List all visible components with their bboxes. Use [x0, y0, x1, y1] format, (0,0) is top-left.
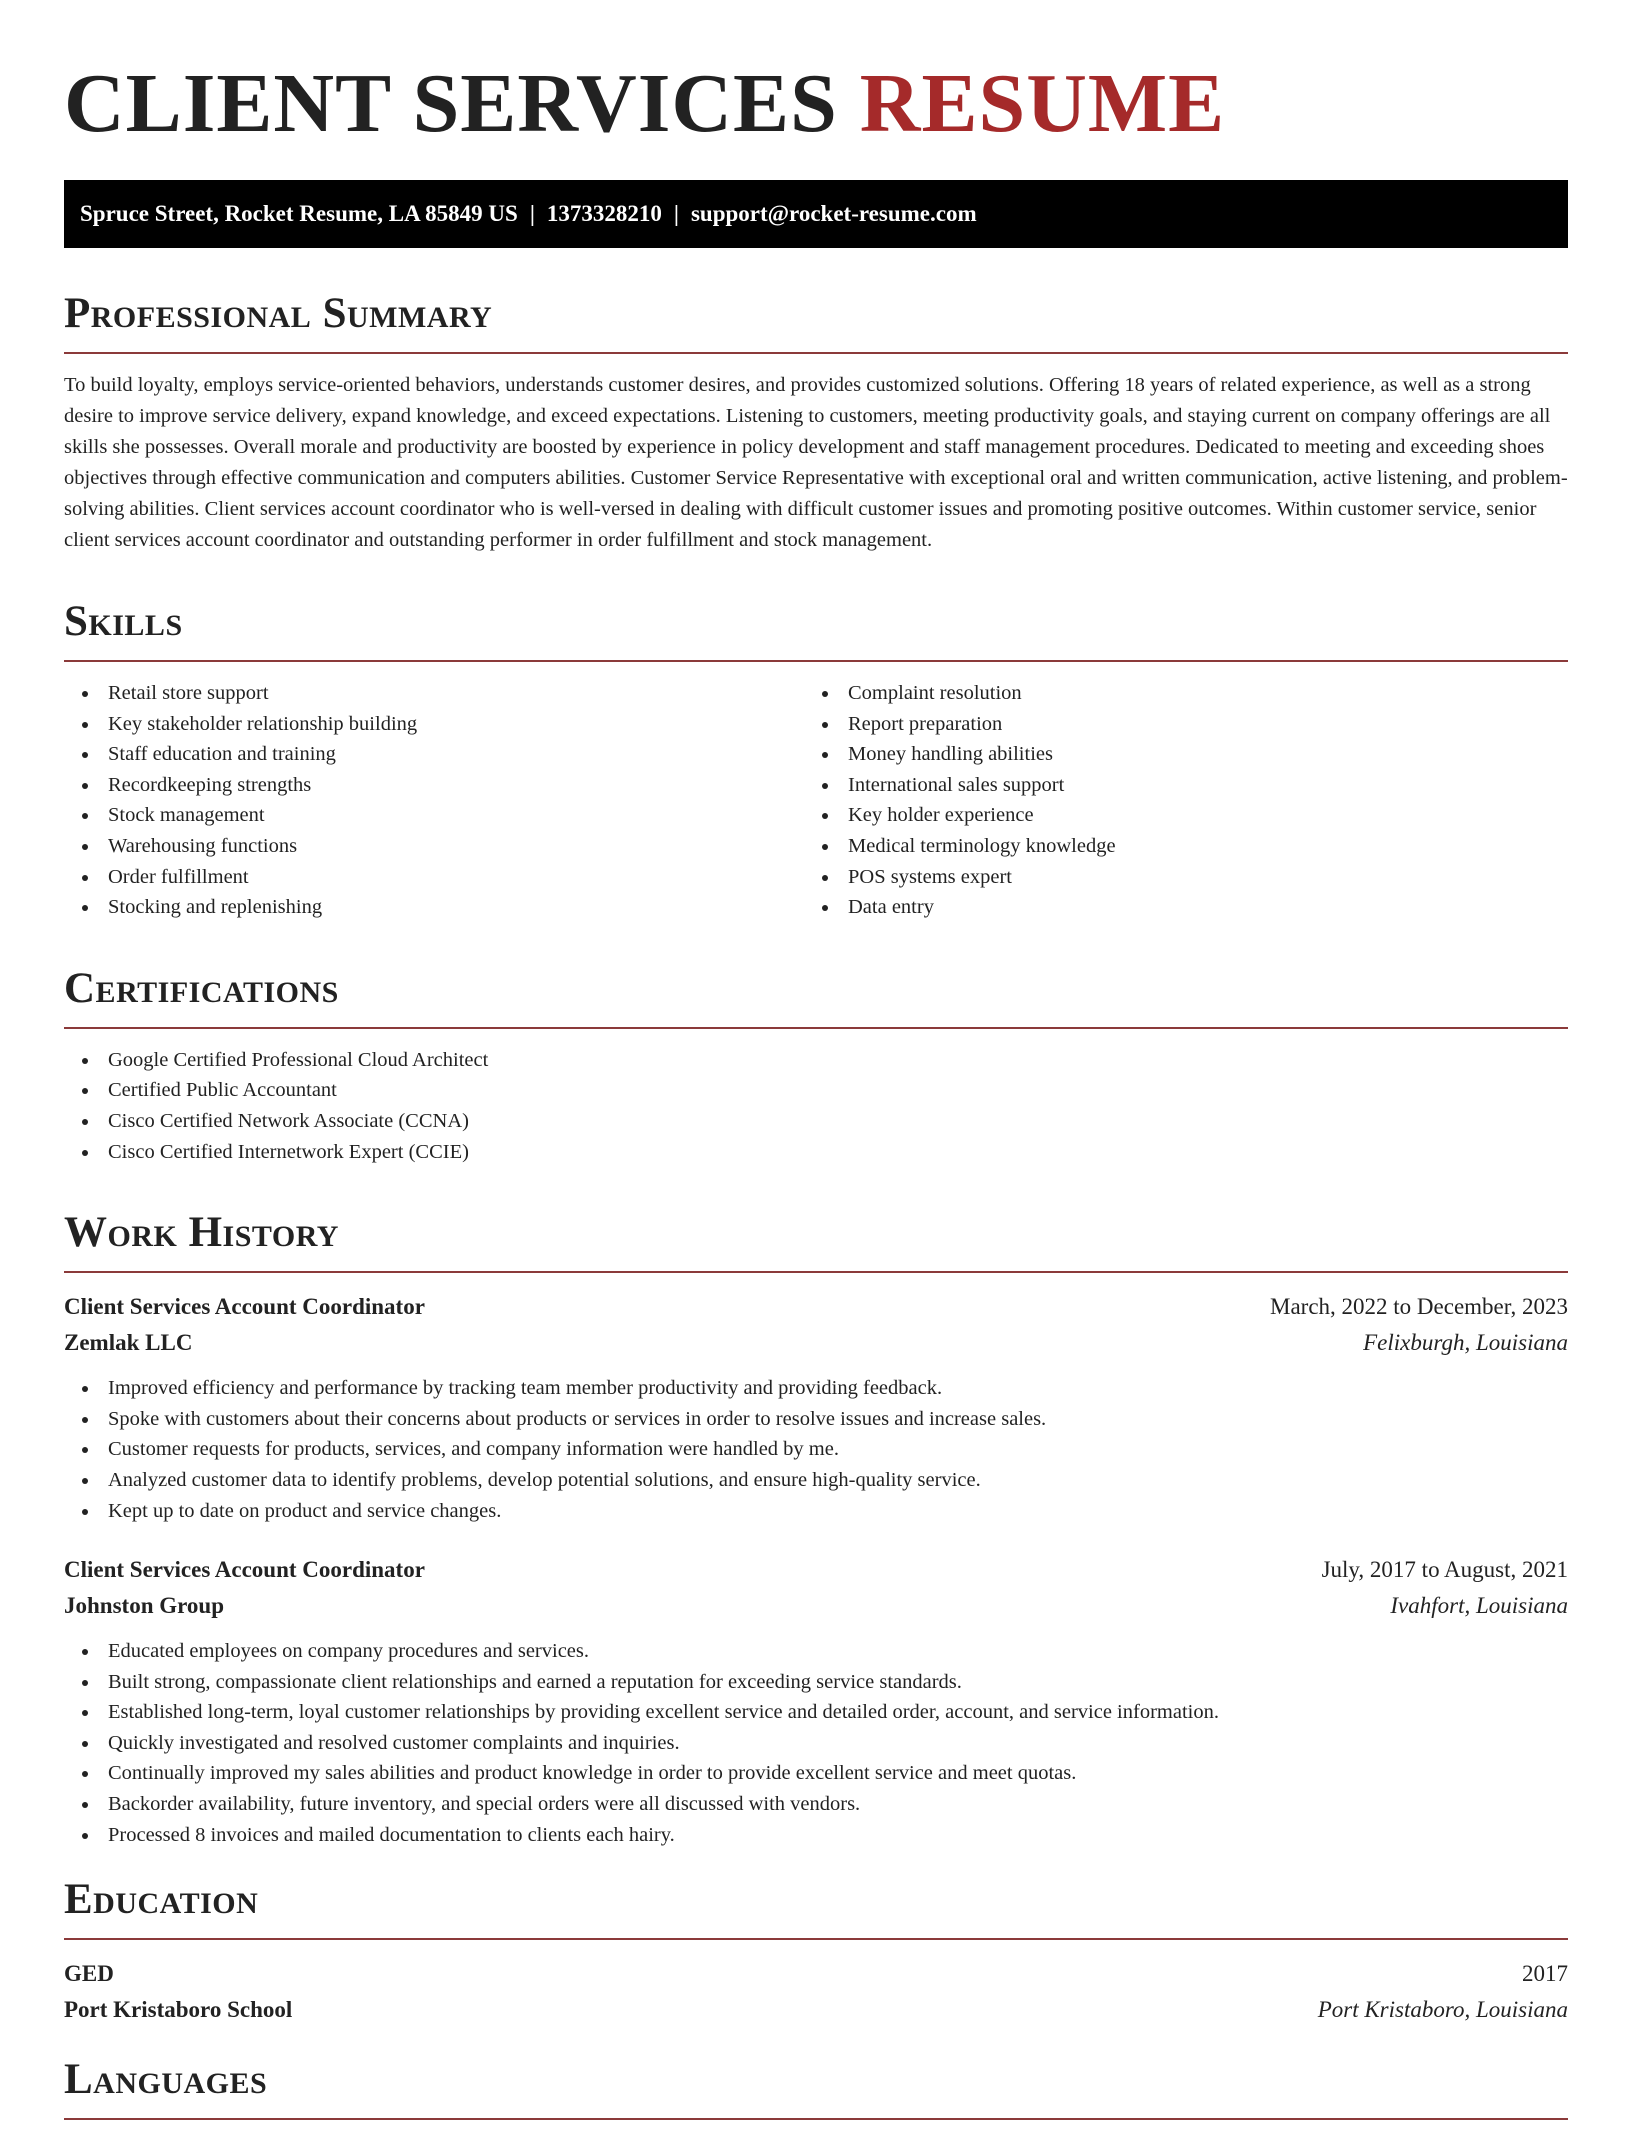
skill-item: Key stakeholder relationship building	[64, 709, 804, 740]
job-bullet: Kept up to date on product and service changes.	[64, 1496, 1568, 1527]
languages-heading: Languages	[64, 2056, 268, 2104]
certification-item: Certified Public Accountant	[64, 1075, 1568, 1106]
section-divider	[64, 1027, 1568, 1029]
contact-bar	[64, 180, 1568, 248]
education-heading: Education	[64, 1876, 259, 1924]
title-accent: RESUME	[859, 57, 1226, 150]
job-bullet: Processed 8 invoices and mailed documentation to clients each hairy.	[64, 1820, 1568, 1851]
certification-item: Cisco Certified Network Associate (CCNA)	[64, 1106, 1568, 1137]
skills-column-left	[64, 678, 804, 923]
job-title: Client Services Account Coordinator	[64, 1294, 425, 1320]
skill-item: Recordkeeping strengths	[64, 770, 804, 801]
skill-item: Stocking and replenishing	[64, 892, 804, 923]
section-divider	[64, 352, 1568, 354]
education-year: 2017	[1522, 1961, 1568, 1987]
education-section	[64, 1876, 1568, 2028]
job-company: Zemlak LLC	[64, 1330, 193, 1356]
skill-item: Staff education and training	[64, 739, 804, 770]
skill-item: Order fulfillment	[64, 862, 804, 893]
job-bullet: Quickly investigated and resolved customer complaints and inquiries.	[64, 1728, 1568, 1759]
certifications-list	[64, 1045, 1568, 1167]
job-bullets	[64, 1636, 1568, 1850]
skill-item: Medical terminology knowledge	[804, 831, 1544, 862]
languages-section	[64, 2056, 1568, 2120]
skill-item: Warehousing functions	[64, 831, 804, 862]
job-company-row	[64, 1325, 1568, 1361]
education-school-row	[64, 1992, 1568, 2028]
job-bullet: Established long-term, loyal customer relationships by providing excellent service and detailed order, account, and service information.	[64, 1697, 1568, 1728]
certification-item: Google Certified Professional Cloud Architect	[64, 1045, 1568, 1076]
certifications-heading: Certifications	[64, 964, 339, 1012]
skill-item: Retail store support	[64, 678, 804, 709]
job-entry	[64, 1552, 1568, 1850]
certifications-section	[64, 965, 1568, 1167]
skills-heading: Skills	[64, 598, 183, 645]
summary-section	[64, 290, 1568, 556]
job-location: Felixburgh, Louisiana	[1363, 1330, 1568, 1356]
job-bullet: Built strong, compassionate client relationships and earned a reputation for exceeding service standards.	[64, 1667, 1568, 1698]
resume-page	[64, 0, 1568, 2136]
job-location: Ivahfort, Louisiana	[1390, 1593, 1568, 1619]
skills-columns	[64, 678, 1568, 923]
skill-item: Report preparation	[804, 709, 1544, 740]
contact-email[interactable]: support@rocket-resume.com	[690, 201, 977, 226]
job-bullet: Customer requests for products, services, and company information were handled by me.	[64, 1434, 1568, 1465]
skill-item: Data entry	[804, 892, 1544, 923]
job-company: Johnston Group	[64, 1593, 225, 1619]
section-divider	[64, 1271, 1568, 1273]
job-header-row	[64, 1289, 1568, 1325]
section-divider	[64, 1938, 1568, 1940]
education-degree-row	[64, 1956, 1568, 1992]
skill-item: POS systems expert	[804, 862, 1544, 893]
skill-item: Stock management	[64, 800, 804, 831]
job-entry	[64, 1289, 1568, 1526]
skill-item: Complaint resolution	[804, 678, 1544, 709]
skills-list-left	[64, 678, 804, 923]
title-main: CLIENT SERVICES	[64, 57, 838, 150]
work-history-section	[64, 1209, 1568, 1850]
job-dates: March, 2022 to December, 2023	[1270, 1294, 1568, 1320]
job-bullet: Analyzed customer data to identify problems, develop potential solutions, and ensure high-quality service.	[64, 1465, 1568, 1496]
skills-section	[64, 598, 1568, 923]
section-divider	[64, 660, 1568, 662]
education-location: Port Kristaboro, Louisiana	[1317, 1997, 1568, 2023]
education-degree: GED	[64, 1961, 114, 1987]
contact-address: Spruce Street, Rocket Resume, LA 85849 US	[80, 201, 518, 226]
job-bullet: Continually improved my sales abilities and product knowledge in order to provide excellent service and meet quotas.	[64, 1758, 1568, 1789]
work-history-heading: Work History	[64, 1209, 339, 1257]
education-school: Port Kristaboro School	[64, 1997, 293, 2023]
certification-item: Cisco Certified Internetwork Expert (CCIE)	[64, 1137, 1568, 1168]
skill-item: Money handling abilities	[804, 739, 1544, 770]
job-bullet: Spoke with customers about their concerns about products or services in order to resolve issues and increase sales.	[64, 1404, 1568, 1435]
job-title: Client Services Account Coordinator	[64, 1557, 425, 1583]
section-divider	[64, 2118, 1568, 2120]
summary-heading: Professional Summary	[64, 290, 493, 337]
summary-text: To build loyalty, employs service-oriented behaviors, understands customer desires, and provides customized solutions. Offering 18 years of related experience, as well as a strong desire to improve service delivery, expand knowledge, and exceed expectations. Listening to customers, meeting productivity goals, and staying current on company offerings are all skills she possesses. Overall morale and productivity are boosted by experience in policy development and staff management procedures. Dedicated to meeting and exceeding shoes objectives through effective communication and computers abilities. Customer Service Representative with exceptional oral and written communication, active listening, and problem-solving abilities. Client services account coordinator who is well-versed in dealing with difficult customer issues and promoting positive outcomes. Within customer service, senior client services account coordinator and outstanding performer in order fulfillment and stock management.	[64, 374, 1568, 551]
contact-phone[interactable]: 1373328210	[546, 201, 662, 226]
contact-separator: |	[673, 201, 679, 226]
job-dates: July, 2017 to August, 2021	[1321, 1557, 1568, 1583]
skill-item: International sales support	[804, 770, 1544, 801]
resume-title	[64, 58, 1568, 150]
skills-list-right	[804, 678, 1544, 923]
skills-column-right	[804, 678, 1544, 923]
job-company-row	[64, 1588, 1568, 1624]
skill-item: Key holder experience	[804, 800, 1544, 831]
contact-separator: |	[529, 201, 535, 226]
job-bullets	[64, 1373, 1568, 1526]
job-bullet: Improved efficiency and performance by tracking team member productivity and providing feedback.	[64, 1373, 1568, 1404]
job-header-row	[64, 1552, 1568, 1588]
job-bullet: Backorder availability, future inventory, and special orders were all discussed with vendors.	[64, 1789, 1568, 1820]
job-bullet: Educated employees on company procedures and services.	[64, 1636, 1568, 1667]
